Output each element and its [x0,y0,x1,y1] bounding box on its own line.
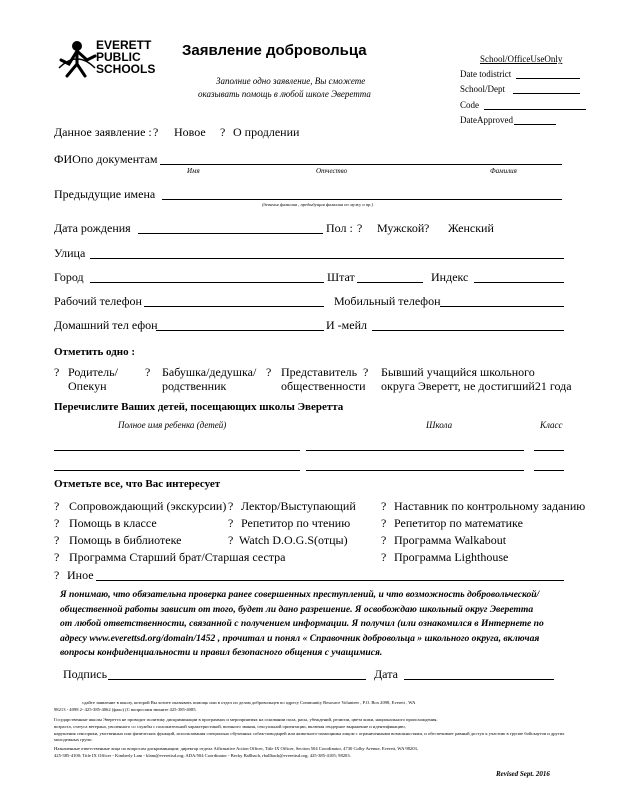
home-phone-label: Домашний тел ефон [54,318,158,332]
street-line[interactable] [90,258,564,259]
mark-one-parent-line-2: Опекун [68,379,107,393]
checkbox-chaperone[interactable]: ? [54,499,60,513]
checkbox-new[interactable]: ? [153,125,159,139]
zip-label: Индекс [431,270,469,284]
logo-text [96,39,155,75]
checkbox-other[interactable]: ? [54,568,60,582]
fine-print-6: Назначенные ответственные лица по вопросам дискриминации: директор отдела Affirmative Action Officer, Title IX Officer, Section 504 Coordinator, 4730 Colby Avenue, Everett, WA 98203, [54,746,418,751]
mark-one-grandparent-line-2: родственник [162,379,227,393]
child-2-name-line[interactable] [54,470,300,471]
mark-one-parent-line-1: Родитель/ [68,365,118,379]
checkbox-former-student[interactable]: ? [363,365,369,379]
interest-assessment-mentor: Наставник по контрольному заданию [394,499,586,513]
interest-reading-tutor: Репетитор по чтению [241,516,351,530]
mark-one-former-student-line-2: округа Эверетт, не достигший21 года [381,379,572,393]
checkbox-parent[interactable]: ? [54,365,60,379]
interest-library: Помощь в библиотеке [69,533,182,547]
application-label: Данное заявление : [54,125,152,139]
street-label: Улица [54,246,86,260]
previous-names-line[interactable] [162,199,562,200]
previous-names-label: Предыдущие имена [54,187,156,201]
zip-line[interactable] [474,282,564,283]
interest-big-brother: Программа Старший брат/Старшая сестра [69,550,286,564]
mark-one-former-student-line-1: Бывший учащийся школьного [381,365,535,379]
checkbox-assessment-mentor[interactable]: ? [381,499,387,513]
office-date-approved: DateApproved [460,115,513,125]
logo-line-2: PUBLIC [96,50,141,64]
home-phone-line[interactable] [156,330,324,331]
checkbox-library[interactable]: ? [54,533,60,547]
fine-print-3: Государственные школы Эверетта не проводит политику дискриминации в программах и мероприятиях на основании пола, расы, убеждений, религии, цвета кожи, национального происхождения, [54,717,438,722]
interest-speaker: Лектор/Выступающий [241,499,356,513]
previous-names-hint: (девичья фамилия , предыдущая фамилия по мужу и пр.) [262,202,374,207]
fine-print-2: 98213 - 4098 2- 425-385-4062 (факс) (С вопросами звоните 425-385-4085. [54,707,197,712]
checkbox-big-brother[interactable]: ? [54,550,60,564]
fine-print-4: возраста, статуса ветерана, уволенного со службы с положительной характеристикой, военного звания, сексуальной ориентации, включая гендерное выражение и идентификацию, [54,724,406,729]
office-code-line[interactable] [484,109,586,110]
statement-line-5: вопросы конфиденциальности и правил безопасного общения с учащимися. [60,647,383,658]
office-date-to-district: Date todistrict [460,69,512,79]
children-col-school: Школа [426,420,453,430]
checkbox-female[interactable]: ? [424,221,430,235]
date-line[interactable] [404,679,554,680]
child-2-school-line[interactable] [306,470,524,471]
revised-date: Revised Sept. 2016 [496,770,550,778]
mark-one-community [281,365,369,393]
name-sub-middle: Отчество [316,167,348,175]
office-use-title: School/OfficeUseOnly [480,54,563,64]
office-school-dept-line[interactable] [513,93,580,94]
checkbox-watch-dogs[interactable]: ? [228,533,234,547]
dob-label: Дата рождения [54,221,131,235]
mobile-phone-line[interactable] [440,306,564,307]
mark-one-grandparent [162,365,256,393]
mark-one-community-line-1: Представитель [281,365,358,379]
statement-line-1: Я понимаю, что обязательна проверка ранее совершенных преступлений, и что возможность добровольческой/ [60,589,540,600]
dob-line[interactable] [138,233,323,234]
mark-one-community-line-2: общественности [281,379,366,393]
fine-print-1: сдайте заявление в школу, которой Вы хотите оказывать помощь или в отдел по делам добровольцев по адресу Community Resource Volunteer , P.O. Box 2098, Everett , WA [82,700,416,705]
subtitle-line-1: Заполние одно заявление, Вы сможете [216,76,366,86]
form-title: Заявление добровольца [182,42,367,59]
child-1-grade-line[interactable] [534,450,564,451]
work-phone-line[interactable] [144,306,324,307]
logo-emblem-icon [57,38,97,78]
checkbox-reading-tutor[interactable]: ? [228,516,234,530]
office-code: Code [460,100,479,110]
statement [60,588,544,661]
interest-math-tutor: Репетитор по математике [394,516,523,530]
signature-label: Подпись [63,667,108,681]
mark-one-parent [68,365,118,393]
statement-line-3: от любой ответственности, связанной с получением информации. Я получил (или ознакомился в Интернете по [60,618,544,629]
office-date-approved-line[interactable] [514,124,556,125]
child-2-grade-line[interactable] [534,470,564,471]
mark-one-title: Отметить одно : [54,346,136,358]
state-label: Штат [327,270,355,284]
interest-other-line[interactable] [96,580,564,581]
statement-line-4: адресу www.everettsd.org/domain/1452 , прочитал и понял « Справочник добровольца » школьного округа, включая [60,632,540,644]
interest-chaperone: Сопровождающий (экскурсии) [69,499,227,513]
interest-walkabout: Программа Walkabout [394,533,507,547]
child-1-school-line[interactable] [306,450,524,451]
interests-title: Отметьте все, что Вас интересует [54,478,221,490]
email-label: И -мейл [326,318,367,332]
signature-line[interactable] [108,679,366,680]
subtitle-line-2: оказывать помощь в любой школе Эверетта [198,89,371,99]
interest-classroom: Помощь в классе [69,516,157,530]
name-label: ФИОпо документам [54,152,158,166]
statement-line-2: общественной работы зависит от того, будет ли дано разрешение. Я освобождаю школьный округ Эверетта [60,603,534,615]
checkbox-male[interactable]: ? [357,221,363,235]
checkbox-community[interactable]: ? [266,365,272,379]
logo-line-3: SCHOOLS [96,62,156,76]
interest-lighthouse: Программа Lighthouse [394,550,509,564]
sex-label: Пол : [326,221,353,235]
mark-one-former-student [381,365,572,393]
office-date-to-district-line[interactable] [516,78,580,79]
mark-one-grandparent-line-1: Бабушка/дедушка/ [162,365,257,379]
fine-print-5: нарушения сенсорики, умственных или физических функций, использования специально обученных собак-поводырей или животного-помощника лицом с ограниченными возможностями, и обеспечивает равный доступ к участию в группе бойскаутов и других молодежных групп. [54,731,565,743]
date-label: Дата [374,667,398,681]
city-label: Город [54,270,84,284]
interest-other: Иное [67,568,94,582]
checkbox-walkabout[interactable]: ? [381,533,387,547]
city-line[interactable] [90,282,324,283]
checkbox-renew[interactable]: ? [220,125,226,139]
name-line[interactable] [160,164,562,165]
mobile-phone-label: Мобильный телефон [334,294,441,308]
checkbox-grandparent[interactable]: ? [145,365,151,379]
name-sub-first: Имя [187,167,200,175]
children-title: Перечислите Ваших детей, посещающих школы Эверетта [54,401,344,413]
sex-male: Мужской [377,221,425,235]
fine-print-7: 425-385-4100; Title IX Officer - Kimberly Lam - klam@everettsd.org; ADA/504 Coordinator - Becky Ballbach, rballbach@everettsd.org; 425-385-4105; 98203. [54,753,351,758]
sex-female: Женский [448,221,494,235]
child-1-name-line[interactable] [54,450,300,451]
children-col-grade: Класс [540,420,563,430]
logo-line-1: EVERETT [96,38,152,52]
checkbox-classroom[interactable]: ? [54,516,60,530]
name-sub-last: Фамилия [490,167,517,175]
children-col-name: Полное имя ребенка (детей) [118,420,227,430]
checkbox-lighthouse[interactable]: ? [381,550,387,564]
checkbox-speaker[interactable]: ? [228,499,234,513]
checkbox-math-tutor[interactable]: ? [381,516,387,530]
application-new: Новое [174,125,206,139]
interest-watch-dogs: Watch D.O.G.S(отцы) [239,533,348,547]
work-phone-label: Рабочий телефон [54,294,142,308]
email-line[interactable] [372,330,564,331]
office-school-dept: School/Dept [460,84,505,94]
state-line[interactable] [357,282,423,283]
application-renew: О продлении [233,125,300,139]
